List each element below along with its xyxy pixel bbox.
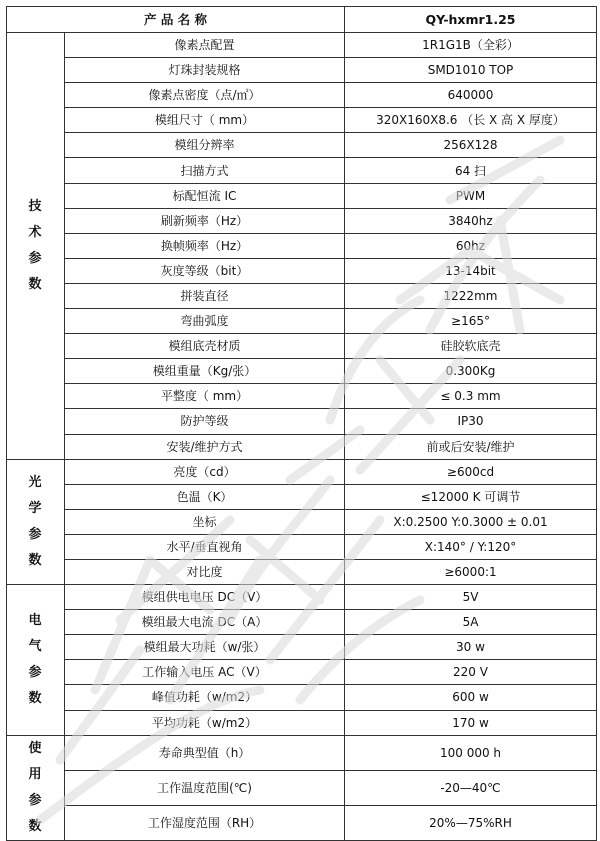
category-char: 技 xyxy=(28,198,43,214)
spec-row xyxy=(7,83,597,108)
spec-row xyxy=(7,409,597,434)
param-value: 5V xyxy=(345,585,597,610)
param-value: 256X128 xyxy=(345,133,597,158)
param-value: 0.300Kg xyxy=(345,359,597,384)
category-label xyxy=(7,735,65,840)
param-name: 模组底壳材质 xyxy=(65,334,345,359)
category-label xyxy=(7,459,65,584)
param-name: 模组重量（Kg/张） xyxy=(65,359,345,384)
param-name: 色温（K） xyxy=(65,484,345,509)
param-value: IP30 xyxy=(345,409,597,434)
spec-row xyxy=(7,770,597,805)
param-name: 模组最大功耗（w/张） xyxy=(65,635,345,660)
spec-row xyxy=(7,509,597,534)
param-value: 20%—75%RH xyxy=(345,805,597,840)
param-name: 工作输入电压 AC（V） xyxy=(65,660,345,685)
param-value: 600 w xyxy=(345,685,597,710)
param-value: X:0.2500 Y:0.3000 ± 0.01 xyxy=(345,509,597,534)
category-char: 参 xyxy=(28,250,43,266)
param-name: 平整度（ mm） xyxy=(65,384,345,409)
category-char: 数 xyxy=(28,690,43,706)
spec-row xyxy=(7,208,597,233)
spec-row xyxy=(7,635,597,660)
product-name-label: 产 品 名 称 xyxy=(7,7,345,33)
param-name: 寿命典型值（h） xyxy=(65,735,345,770)
spec-row xyxy=(7,258,597,283)
param-name: 换帧频率（Hz） xyxy=(65,233,345,258)
param-value: SMD1010 TOP xyxy=(345,58,597,83)
category-char: 数 xyxy=(28,276,43,292)
spec-row xyxy=(7,309,597,334)
param-name: 标配恒流 IC xyxy=(65,183,345,208)
category-char: 学 xyxy=(28,500,43,516)
param-value: 320X160X8.6 （长 X 高 X 厚度） xyxy=(345,108,597,133)
param-value: ≤ 0.3 mm xyxy=(345,384,597,409)
spec-row xyxy=(7,183,597,208)
param-value: 前或后安装/维护 xyxy=(345,434,597,459)
category-char: 数 xyxy=(28,552,43,568)
param-value: 5A xyxy=(345,610,597,635)
param-name: 模组尺寸（ mm） xyxy=(65,108,345,133)
spec-row xyxy=(7,58,597,83)
spec-row xyxy=(7,484,597,509)
param-name: 防护等级 xyxy=(65,409,345,434)
param-name: 灯珠封装规格 xyxy=(65,58,345,83)
param-value: ≥165° xyxy=(345,309,597,334)
param-name: 模组分辨率 xyxy=(65,133,345,158)
spec-row xyxy=(7,559,597,584)
param-name: 安装/维护方式 xyxy=(65,434,345,459)
param-value: 60hz xyxy=(345,233,597,258)
spec-row xyxy=(7,685,597,710)
param-value: ≥6000:1 xyxy=(345,559,597,584)
param-name: 工作温度范围(℃) xyxy=(65,770,345,805)
category-char: 参 xyxy=(28,792,43,808)
param-name: 模组供电电压 DC（V） xyxy=(65,585,345,610)
param-name: 对比度 xyxy=(65,559,345,584)
spec-row xyxy=(7,805,597,840)
param-value: 220 V xyxy=(345,660,597,685)
spec-row xyxy=(7,585,597,610)
param-value: 640000 xyxy=(345,83,597,108)
param-value: 1222mm xyxy=(345,283,597,308)
param-name: 像素点配置 xyxy=(65,33,345,58)
category-char: 参 xyxy=(28,664,43,680)
spec-row xyxy=(7,710,597,735)
param-name: 弯曲弧度 xyxy=(65,309,345,334)
param-name: 刷新频率（Hz） xyxy=(65,208,345,233)
spec-row xyxy=(7,459,597,484)
spec-row xyxy=(7,660,597,685)
param-name: 拼装直径 xyxy=(65,283,345,308)
category-char: 电 xyxy=(28,612,43,628)
param-value: 1R1G1B（全彩） xyxy=(345,33,597,58)
spec-row xyxy=(7,610,597,635)
spec-row xyxy=(7,233,597,258)
param-value: PWM xyxy=(345,183,597,208)
param-value: 30 w xyxy=(345,635,597,660)
spec-body xyxy=(7,33,597,841)
spec-row xyxy=(7,735,597,770)
category-char: 气 xyxy=(28,638,43,654)
param-value: 3840hz xyxy=(345,208,597,233)
spec-row xyxy=(7,434,597,459)
param-value: 170 w xyxy=(345,710,597,735)
spec-row xyxy=(7,384,597,409)
param-name: 模组最大电流 DC（A） xyxy=(65,610,345,635)
param-value: ≤12000 K 可调节 xyxy=(345,484,597,509)
spec-row xyxy=(7,133,597,158)
category-char: 数 xyxy=(28,818,43,834)
param-name: 亮度（cd） xyxy=(65,459,345,484)
spec-row xyxy=(7,158,597,183)
spec-row xyxy=(7,534,597,559)
param-value: 100 000 h xyxy=(345,735,597,770)
header-row xyxy=(7,7,597,33)
spec-row xyxy=(7,283,597,308)
spec-table xyxy=(6,6,597,841)
spec-row xyxy=(7,359,597,384)
param-value: 64 扫 xyxy=(345,158,597,183)
category-label xyxy=(7,585,65,736)
param-name: 峰值功耗（w/m2） xyxy=(65,685,345,710)
param-name: 像素点密度（点/㎡） xyxy=(65,83,345,108)
param-value: ≥600cd xyxy=(345,459,597,484)
spec-row xyxy=(7,334,597,359)
category-char: 用 xyxy=(28,766,43,782)
product-model: QY-hxmr1.25 xyxy=(345,7,597,33)
category-char: 使 xyxy=(28,740,43,756)
category-char: 光 xyxy=(28,474,43,490)
category-char: 参 xyxy=(28,526,43,542)
param-name: 扫描方式 xyxy=(65,158,345,183)
param-value: 13-14bit xyxy=(345,258,597,283)
spec-row xyxy=(7,33,597,58)
param-value: -20—40℃ xyxy=(345,770,597,805)
param-name: 灰度等级（bit） xyxy=(65,258,345,283)
param-value: X:140° / Y:120° xyxy=(345,534,597,559)
param-name: 水平/垂直视角 xyxy=(65,534,345,559)
param-value: 硅胶软底壳 xyxy=(345,334,597,359)
param-name: 平均功耗（w/m2） xyxy=(65,710,345,735)
param-name: 坐标 xyxy=(65,509,345,534)
spec-row xyxy=(7,108,597,133)
category-char: 术 xyxy=(28,224,43,240)
param-name: 工作湿度范围（RH） xyxy=(65,805,345,840)
category-label xyxy=(7,33,65,460)
